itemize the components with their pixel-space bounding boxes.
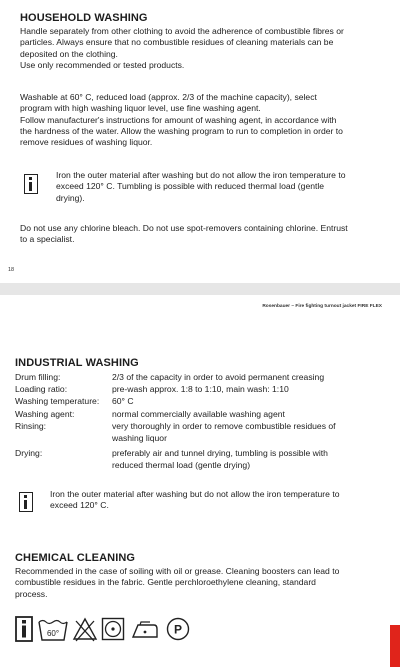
text-line: to a specialist.: [20, 234, 75, 245]
text-line: program with high washing liquor level, use fine washing agent.: [20, 103, 261, 114]
row-value: 60° C: [112, 396, 134, 406]
tumble-dry-icon: [101, 616, 125, 642]
red-page-tab: [390, 625, 400, 667]
row-label: Rinsing:: [15, 421, 47, 431]
row-label: Drum filling:: [15, 372, 61, 382]
text-line: remove residues of washing liquor.: [20, 137, 153, 148]
info-icon: [19, 492, 33, 512]
row-value: pre-wash approx. 1:8 to 1:10, main wash: 1:10: [112, 384, 289, 394]
page-separator: [0, 283, 400, 295]
text-line: exceed 120° C.: [50, 500, 109, 511]
iron-icon: [130, 616, 160, 642]
text-line: drying).: [56, 192, 85, 203]
industrial-iron-note: [50, 489, 340, 512]
household-iron-note: [56, 170, 346, 204]
text-line: Handle separately from other clothing to avoid the adherence of combustible fibres or: [20, 26, 344, 36]
text-line: exceed 120° C. Tumbling is possible with reduced thermal load (gentle: [56, 181, 325, 192]
no-bleach-icon: [72, 616, 98, 642]
row-label: Washing agent:: [15, 409, 75, 419]
text-line: Washable at 60° C, reduced load (approx. 2/3 of the machine capacity), select: [20, 92, 317, 102]
row-value: 2/3 of the capacity in order to avoid permanent creasing: [112, 372, 325, 382]
text-line: deposited on the clothing.: [20, 48, 118, 59]
row-label: Loading ratio:: [15, 384, 68, 394]
chemical-paragraph: [15, 566, 339, 600]
row-label: Drying:: [15, 448, 43, 458]
text-line: Iron the outer material after washing but do not allow the iron temperature to: [56, 170, 346, 180]
text-line: Iron the outer material after washing but do not allow the iron temperature to: [50, 489, 340, 499]
page-industrial: [0, 295, 400, 667]
text-line: process.: [15, 588, 48, 599]
household-paragraph-1: [20, 26, 344, 71]
row-value: very thoroughly in order to remove combustible residues of: [112, 421, 336, 431]
text-line: Recommended in the case of soiling with oil or grease. Cleaning boosters can lead to: [15, 566, 340, 576]
industrial-title: INDUSTRIAL WASHING: [15, 357, 139, 369]
household-paragraph-2: [20, 92, 343, 148]
household-paragraph-3: [20, 223, 348, 246]
dry-clean-letter: P: [173, 622, 183, 637]
row-value: reduced thermal load (gentle drying): [112, 460, 251, 470]
row-value: preferably air and tunnel drying, tumbling is possible with: [112, 448, 328, 458]
info-icon: [15, 616, 33, 642]
text-line: combustible residues in the fabric. Gentle perchloroethylene cleaning, standard: [15, 577, 316, 588]
chemical-title: CHEMICAL CLEANING: [15, 552, 136, 564]
dry-clean-p-icon: [165, 616, 191, 642]
info-icon: [24, 174, 38, 194]
text-line: particles. Always ensure that no combustible residues of cleaning materials can be: [20, 37, 334, 48]
page-number: 18: [8, 267, 15, 273]
running-header: Rosenbauer – Fire fighting turnout jacket FIRE FLEX: [262, 304, 382, 309]
text-line: Do not use any chlorine bleach. Do not use spot-removers containing chlorine. Entrust: [20, 223, 348, 233]
row-label: Washing temperature:: [15, 396, 100, 406]
wash-temp-label: 60°: [46, 629, 60, 638]
page-household: [0, 0, 400, 283]
household-title: HOUSEHOLD WASHING: [20, 12, 148, 24]
care-symbols: [15, 616, 215, 644]
text-line: Use only recommended or tested products.: [20, 59, 185, 70]
wash-60-icon: [38, 616, 68, 642]
row-value: washing liquor: [112, 433, 167, 443]
text-line: the hardness of the water. Allow the washing program to run to completion in order to: [20, 125, 343, 136]
text-line: Follow manufacturer's instructions for amount of washing agent, in accordance with: [20, 114, 337, 125]
row-value: normal commercially available washing agent: [112, 409, 285, 419]
